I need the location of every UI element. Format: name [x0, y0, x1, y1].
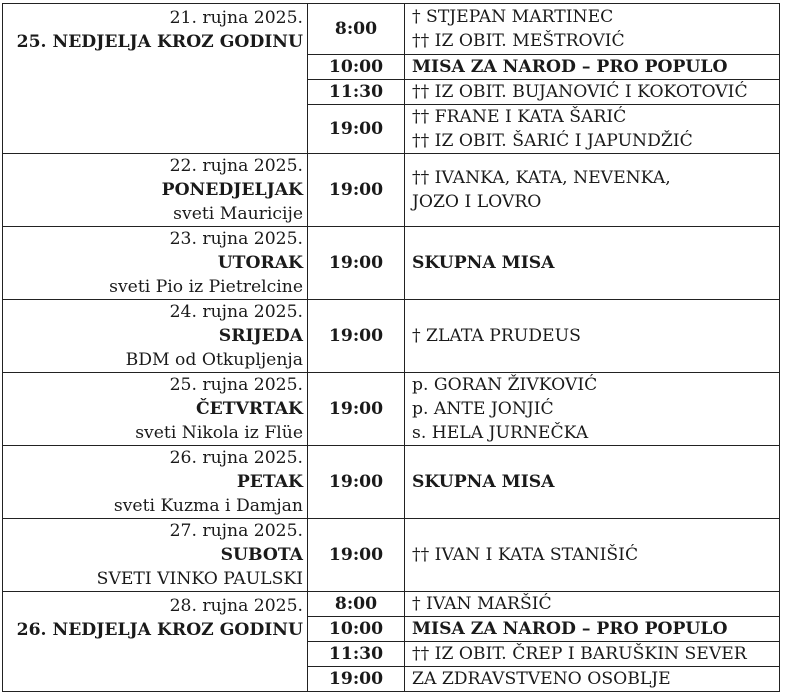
- mass-time: 19:00: [308, 373, 405, 446]
- intention-line: † STJEPAN MARTINEC: [412, 7, 614, 27]
- day-name: 25. NEDJELJA KROZ GODINU: [16, 32, 303, 52]
- schedule-row: [3, 227, 780, 300]
- schedule-row: [3, 154, 780, 227]
- day-saint: sveti Mauricije: [173, 204, 303, 224]
- intention-line: s. HELA JURNEČKA: [412, 423, 589, 443]
- day-date: 24. rujna 2025.: [169, 302, 303, 322]
- intention-line: †† IZ OBIT. BUJANOVIĆ I KOKOTOVIĆ: [412, 82, 748, 102]
- mass-schedule-table: [2, 3, 780, 692]
- mass-time: 11:30: [308, 642, 405, 667]
- day-date: 23. rujna 2025.: [169, 229, 303, 249]
- mass-time: 10:00: [308, 617, 405, 642]
- mass-intention: [405, 105, 780, 154]
- intention-line: † IVAN MARŠIĆ: [412, 594, 552, 614]
- mass-time: 8:00: [308, 592, 405, 617]
- mass-time: 19:00: [308, 105, 405, 154]
- intention-line: p. ANTE JONJIĆ: [412, 399, 554, 419]
- mass-intention: [405, 154, 780, 227]
- mass-time: 8:00: [308, 4, 405, 55]
- intention-line: SKUPNA MISA: [412, 253, 555, 273]
- day-cell: [3, 300, 308, 373]
- mass-intention: [405, 373, 780, 446]
- day-name: 26. NEDJELJA KROZ GODINU: [16, 620, 303, 640]
- schedule-row: [3, 373, 780, 446]
- schedule-row: [3, 446, 780, 519]
- mass-intention: [405, 55, 780, 80]
- mass-intention: [405, 519, 780, 592]
- day-date: 21. rujna 2025.: [169, 8, 303, 28]
- day-saint: SVETI VINKO PAULSKI: [96, 569, 303, 589]
- mass-intention: [405, 617, 780, 642]
- schedule-row: [3, 519, 780, 592]
- day-date: 27. rujna 2025.: [169, 521, 303, 541]
- intention-line: † ZLATA PRUDEUS: [412, 326, 581, 346]
- day-name: UTORAK: [217, 253, 303, 273]
- day-date: 22. rujna 2025.: [169, 156, 303, 176]
- mass-time: 10:00: [308, 55, 405, 80]
- day-cell: [3, 519, 308, 592]
- mass-intention: [405, 4, 780, 55]
- intention-line: JOZO I LOVRO: [412, 192, 542, 212]
- mass-intention: [405, 80, 780, 105]
- day-saint: BDM od Otkupljenja: [125, 350, 303, 370]
- intention-line: †† IZ OBIT. ČREP I BARUŠKIN SEVER: [412, 644, 747, 664]
- day-cell: [3, 592, 308, 692]
- schedule-row: [3, 4, 780, 55]
- schedule-row: [3, 300, 780, 373]
- intention-line: p. GORAN ŽIVKOVIĆ: [412, 375, 598, 395]
- day-name: SUBOTA: [220, 545, 303, 565]
- day-saint: sveti Kuzma i Damjan: [113, 496, 303, 516]
- mass-intention: [405, 300, 780, 373]
- day-cell: [3, 227, 308, 300]
- intention-line: MISA ZA NAROD – PRO POPULO: [412, 57, 728, 77]
- intention-line: †† IVANKA, KATA, NEVENKA,: [412, 168, 671, 188]
- day-name: ČETVRTAK: [195, 399, 303, 419]
- mass-time: 19:00: [308, 667, 405, 692]
- day-name: SRIJEDA: [218, 326, 303, 346]
- day-date: 28. rujna 2025.: [169, 596, 303, 616]
- day-cell: [3, 446, 308, 519]
- intention-line: †† IVAN I KATA STANIŠIĆ: [412, 545, 639, 565]
- day-saint: sveti Nikola iz Flüe: [135, 423, 303, 443]
- schedule-row: [3, 592, 780, 617]
- mass-intention: [405, 667, 780, 692]
- day-cell: [3, 373, 308, 446]
- day-saint: sveti Pio iz Pietrelcine: [109, 277, 303, 297]
- mass-intention: [405, 227, 780, 300]
- intention-line: †† IZ OBIT. ŠARIĆ I JAPUNDŽIĆ: [412, 131, 693, 151]
- mass-time: 19:00: [308, 154, 405, 227]
- day-name: PONEDJELJAK: [161, 180, 303, 200]
- mass-time: 19:00: [308, 519, 405, 592]
- mass-time: 11:30: [308, 80, 405, 105]
- mass-intention: [405, 446, 780, 519]
- intention-line: MISA ZA NAROD – PRO POPULO: [412, 619, 728, 639]
- mass-intention: [405, 642, 780, 667]
- mass-time: 19:00: [308, 300, 405, 373]
- day-name: PETAK: [236, 472, 303, 492]
- intention-line: ZA ZDRAVSTVENO OSOBLJE: [412, 669, 671, 689]
- day-date: 26. rujna 2025.: [169, 448, 303, 468]
- intention-line: SKUPNA MISA: [412, 472, 555, 492]
- day-cell: [3, 154, 308, 227]
- mass-time: 19:00: [308, 446, 405, 519]
- intention-line: †† FRANE I KATA ŠARIĆ: [412, 107, 627, 127]
- day-date: 25. rujna 2025.: [169, 375, 303, 395]
- day-cell: [3, 4, 308, 154]
- mass-time: 19:00: [308, 227, 405, 300]
- intention-line: †† IZ OBIT. MEŠTROVIĆ: [412, 31, 625, 51]
- mass-intention: [405, 592, 780, 617]
